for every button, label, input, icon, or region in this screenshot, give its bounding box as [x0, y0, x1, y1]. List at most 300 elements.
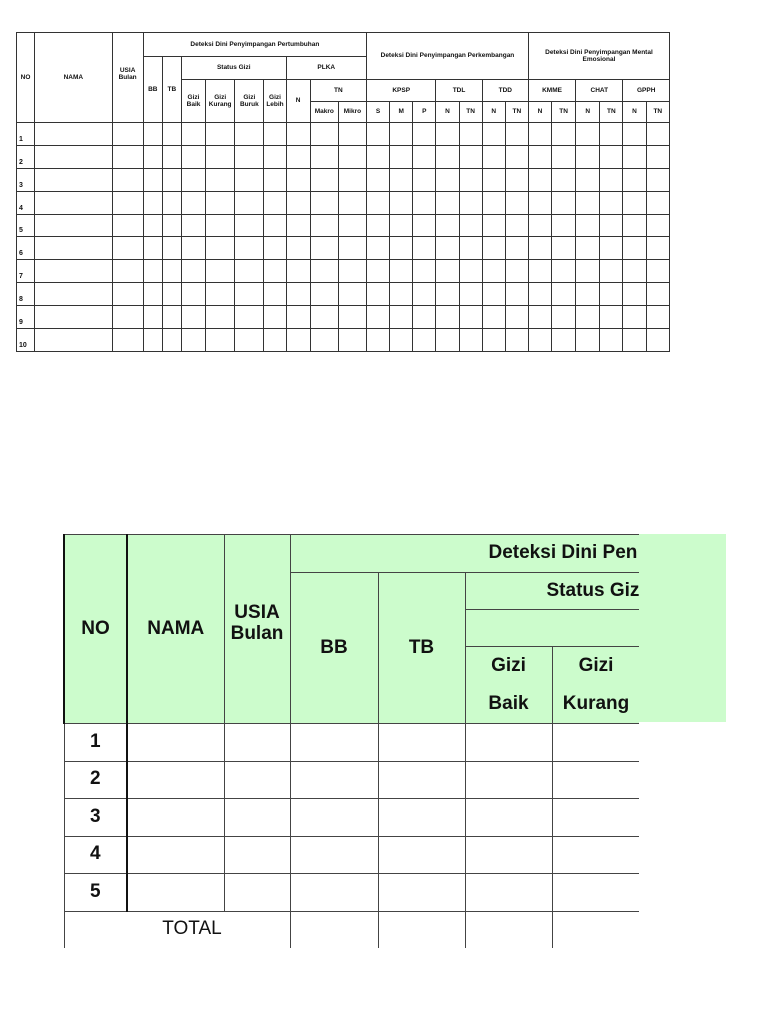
table-cell	[35, 123, 112, 146]
table-cell	[338, 283, 366, 306]
table-cell	[112, 214, 143, 237]
table-cell	[528, 191, 551, 214]
table-cell	[35, 283, 112, 306]
table-cell	[206, 145, 235, 168]
table-cell	[112, 306, 143, 329]
table-cell	[528, 329, 551, 352]
table-cell	[143, 168, 162, 191]
table-cell	[378, 874, 465, 912]
table-cell	[367, 283, 390, 306]
table-cell	[600, 145, 623, 168]
table-cell	[235, 237, 264, 260]
table-cell	[600, 260, 623, 283]
table-cell	[143, 306, 162, 329]
table-cell	[338, 191, 366, 214]
table-cell	[290, 836, 378, 874]
table-cell	[224, 836, 290, 874]
table-cell	[623, 237, 646, 260]
table-cell	[646, 306, 669, 329]
total-label: TOTAL	[64, 911, 290, 948]
table-cell	[552, 214, 576, 237]
table-cell	[390, 306, 413, 329]
table-cell	[112, 191, 143, 214]
table-cell	[623, 191, 646, 214]
table-cell	[459, 145, 482, 168]
table-cell	[290, 799, 378, 837]
table-cell	[436, 214, 459, 237]
table-cell	[552, 836, 639, 874]
table-cell	[623, 145, 646, 168]
table-cell	[552, 874, 639, 912]
table-cell	[338, 214, 366, 237]
table-cell	[576, 123, 600, 146]
table-cell	[127, 799, 224, 837]
table-cell	[143, 260, 162, 283]
table-row	[17, 191, 670, 214]
table-cell	[162, 306, 181, 329]
row-number: 5	[17, 214, 35, 237]
table-row	[17, 123, 670, 146]
table-cell	[206, 237, 235, 260]
header-nama: NAMA	[35, 33, 112, 123]
table-cell	[528, 306, 551, 329]
table-cell	[378, 911, 465, 948]
table-cell	[206, 191, 235, 214]
table-cell	[235, 145, 264, 168]
table-cell	[235, 168, 264, 191]
table-cell	[576, 329, 600, 352]
table-cell	[482, 123, 505, 146]
table-cell	[552, 283, 576, 306]
table-cell	[181, 283, 205, 306]
table-cell	[181, 168, 205, 191]
table-cell	[181, 191, 205, 214]
table-cell	[286, 283, 310, 306]
table-cell	[552, 799, 639, 837]
table-cell	[286, 145, 310, 168]
table-cell	[367, 237, 390, 260]
row-number: 8	[17, 283, 35, 306]
table-row	[17, 145, 670, 168]
header-tb: TB	[162, 57, 181, 123]
table-cell	[623, 260, 646, 283]
table-cell	[378, 799, 465, 837]
header-kpsp-m: M	[390, 102, 413, 123]
table-cell	[600, 214, 623, 237]
table-cell	[505, 306, 528, 329]
table-cell	[367, 214, 390, 237]
table-cell	[367, 329, 390, 352]
table-cell	[235, 306, 264, 329]
table-cell	[552, 168, 576, 191]
row-number: 5	[64, 874, 127, 912]
table-cell	[338, 260, 366, 283]
table-cell	[235, 191, 264, 214]
table-cell	[576, 260, 600, 283]
header-gizi-baik: Gizi Baik	[181, 80, 205, 123]
table-cell	[436, 123, 459, 146]
table-row	[17, 237, 670, 260]
table-cell	[600, 123, 623, 146]
table-cell	[552, 306, 576, 329]
table-cell	[162, 329, 181, 352]
table-cell	[482, 191, 505, 214]
table-cell	[224, 761, 290, 799]
table-cell	[235, 123, 264, 146]
header-gizi-buruk: Gizi Buruk	[235, 80, 264, 123]
header-tdl-n: N	[436, 102, 459, 123]
table-cell	[465, 836, 552, 874]
table-cell	[646, 168, 669, 191]
header-usia: USIA Bulan	[112, 33, 143, 123]
table-cell	[286, 260, 310, 283]
header-tdd-n: N	[482, 102, 505, 123]
zoom-header-status-gizi: Status Giz	[465, 573, 639, 610]
row-number: 2	[17, 145, 35, 168]
header-plka: PLKA	[286, 57, 366, 80]
table-cell	[310, 329, 338, 352]
table-cell	[459, 214, 482, 237]
row-number: 10	[17, 329, 35, 352]
table-cell	[646, 260, 669, 283]
row-number: 3	[17, 168, 35, 191]
table-cell	[465, 874, 552, 912]
table-cell	[390, 168, 413, 191]
table-cell	[528, 145, 551, 168]
table-cell	[310, 191, 338, 214]
table-cell	[264, 283, 286, 306]
table-cell	[112, 168, 143, 191]
table-cell	[623, 329, 646, 352]
table-cell	[290, 724, 378, 762]
table-cell	[459, 283, 482, 306]
table-cell	[112, 237, 143, 260]
table-cell	[465, 724, 552, 762]
table-cell	[112, 123, 143, 146]
table-cell	[528, 168, 551, 191]
table-cell	[465, 761, 552, 799]
table-cell	[646, 145, 669, 168]
table-cell	[576, 283, 600, 306]
table-row	[64, 799, 639, 837]
header-no: NO	[17, 33, 35, 123]
table-cell	[600, 283, 623, 306]
table-cell	[286, 306, 310, 329]
table-cell	[390, 283, 413, 306]
header-kmme-n: N	[528, 102, 551, 123]
table-cell	[35, 260, 112, 283]
zoomed-screening-table	[63, 534, 639, 948]
table-cell	[286, 168, 310, 191]
table-cell	[143, 283, 162, 306]
table-cell	[310, 214, 338, 237]
table-cell	[505, 329, 528, 352]
table-cell	[378, 836, 465, 874]
table-cell	[528, 123, 551, 146]
table-cell	[528, 214, 551, 237]
header-tdd-tn: TN	[505, 102, 528, 123]
header-kmme: KMME	[528, 80, 575, 102]
row-number: 4	[64, 836, 127, 874]
table-row	[64, 836, 639, 874]
header-tdd: TDD	[482, 80, 528, 102]
zoom-header-deteksi: Deteksi Dini Pen	[290, 535, 639, 573]
row-number: 3	[64, 799, 127, 837]
header-chat-n: N	[576, 102, 600, 123]
table-cell	[264, 123, 286, 146]
table-cell	[143, 237, 162, 260]
table-cell	[224, 799, 290, 837]
table-cell	[112, 283, 143, 306]
table-cell	[367, 306, 390, 329]
table-cell	[264, 306, 286, 329]
table-cell	[162, 123, 181, 146]
header-gizi-lebih: Gizi Lebih	[264, 80, 286, 123]
table-cell	[286, 237, 310, 260]
table-cell	[112, 145, 143, 168]
table-cell	[459, 168, 482, 191]
table-cell	[576, 145, 600, 168]
table-cell	[552, 329, 576, 352]
table-cell	[235, 260, 264, 283]
table-cell	[436, 168, 459, 191]
table-row	[64, 874, 639, 912]
table-cell	[264, 329, 286, 352]
table-cell	[35, 168, 112, 191]
table-cell	[143, 214, 162, 237]
table-cell	[143, 329, 162, 352]
zoom-header-nama: NAMA	[127, 535, 224, 724]
table-cell	[505, 237, 528, 260]
table-cell	[310, 145, 338, 168]
header-status-gizi: Status Gizi	[181, 57, 286, 80]
table-cell	[623, 214, 646, 237]
table-cell	[459, 260, 482, 283]
table-cell	[286, 191, 310, 214]
table-cell	[576, 168, 600, 191]
table-cell	[552, 145, 576, 168]
table-cell	[310, 168, 338, 191]
table-cell	[646, 283, 669, 306]
table-cell	[482, 237, 505, 260]
table-cell	[482, 329, 505, 352]
table-cell	[600, 237, 623, 260]
table-cell	[623, 306, 646, 329]
table-cell	[390, 329, 413, 352]
table-cell	[552, 260, 576, 283]
table-row	[17, 283, 670, 306]
table-cell	[206, 214, 235, 237]
row-number: 6	[17, 237, 35, 260]
table-cell	[127, 874, 224, 912]
table-cell	[465, 911, 552, 948]
table-cell	[576, 306, 600, 329]
table-cell	[482, 306, 505, 329]
table-cell	[35, 145, 112, 168]
table-cell	[338, 237, 366, 260]
zoom-gizi-baik-line1: Gizi	[491, 655, 526, 676]
table-cell	[505, 145, 528, 168]
table-cell	[35, 214, 112, 237]
table-cell	[290, 761, 378, 799]
row-number: 2	[64, 761, 127, 799]
table-cell	[162, 168, 181, 191]
table-cell	[552, 724, 639, 762]
table-cell	[413, 237, 436, 260]
table-cell	[552, 191, 576, 214]
zoom-gizi-kurang-line1: Gizi	[578, 655, 614, 676]
header-perkembangan: Deteksi Dini Penyimpangan Perkembangan	[367, 33, 529, 80]
table-cell	[505, 191, 528, 214]
table-cell	[367, 123, 390, 146]
table-cell	[413, 145, 436, 168]
table-cell	[482, 214, 505, 237]
zoom-header-usia	[224, 535, 290, 724]
row-number: 1	[64, 724, 127, 762]
header-bb: BB	[143, 57, 162, 123]
row-number: 9	[17, 306, 35, 329]
table-cell	[162, 145, 181, 168]
zoom-gizi-kurang-line2: Kurang	[562, 693, 630, 714]
row-number: 1	[17, 123, 35, 146]
zoom-header-tb: TB	[378, 573, 465, 724]
table-cell	[552, 237, 576, 260]
table-cell	[162, 260, 181, 283]
header-gizi-kurang: Gizi Kurang	[206, 80, 235, 123]
zoom-header-no: NO	[64, 535, 127, 724]
table-cell	[413, 191, 436, 214]
table-cell	[413, 214, 436, 237]
table-cell	[181, 214, 205, 237]
table-row	[17, 306, 670, 329]
table-cell	[35, 191, 112, 214]
header-gpph-n: N	[623, 102, 646, 123]
table-cell	[35, 237, 112, 260]
table-cell	[459, 123, 482, 146]
table-cell	[264, 168, 286, 191]
table-cell	[482, 168, 505, 191]
table-cell	[390, 145, 413, 168]
table-cell	[528, 237, 551, 260]
header-kpsp-p: P	[413, 102, 436, 123]
row-number: 7	[17, 260, 35, 283]
header-tdl: TDL	[436, 80, 482, 102]
header-kmme-tn: TN	[552, 102, 576, 123]
table-cell	[143, 145, 162, 168]
header-makro: Makro	[310, 102, 338, 123]
table-cell	[224, 874, 290, 912]
total-row	[64, 911, 639, 948]
table-cell	[600, 168, 623, 191]
table-cell	[436, 306, 459, 329]
zoom-header-gizi-baik	[465, 647, 552, 724]
table-cell	[181, 145, 205, 168]
table-cell	[390, 214, 413, 237]
table-cell	[646, 123, 669, 146]
table-cell	[181, 260, 205, 283]
table-cell	[646, 329, 669, 352]
table-cell	[310, 283, 338, 306]
table-cell	[310, 237, 338, 260]
table-cell	[367, 145, 390, 168]
table-cell	[264, 214, 286, 237]
table-cell	[413, 283, 436, 306]
table-row	[17, 260, 670, 283]
table-cell	[367, 260, 390, 283]
table-cell	[390, 191, 413, 214]
table-cell	[143, 191, 162, 214]
table-cell	[310, 306, 338, 329]
table-cell	[623, 168, 646, 191]
table-cell	[459, 329, 482, 352]
table-cell	[528, 283, 551, 306]
header-kpsp: KPSP	[367, 80, 436, 102]
table-cell	[162, 214, 181, 237]
row-number: 4	[17, 191, 35, 214]
table-cell	[436, 283, 459, 306]
table-cell	[367, 191, 390, 214]
table-cell	[378, 724, 465, 762]
table-cell	[552, 761, 639, 799]
table-row	[64, 761, 639, 799]
table-cell	[436, 237, 459, 260]
table-cell	[338, 329, 366, 352]
table-cell	[505, 283, 528, 306]
table-cell	[576, 237, 600, 260]
table-cell	[436, 329, 459, 352]
table-cell	[390, 237, 413, 260]
table-cell	[264, 191, 286, 214]
table-cell	[528, 260, 551, 283]
table-cell	[127, 724, 224, 762]
table-cell	[505, 123, 528, 146]
zoom-header-blank	[465, 610, 639, 647]
table-cell	[646, 237, 669, 260]
table-cell	[600, 329, 623, 352]
header-pertumbuhan: Deteksi Dini Penyimpangan Pertumbuhan	[143, 33, 366, 57]
table-cell	[181, 123, 205, 146]
header-mental-emosional: Deteksi Dini Penyimpangan Mental Emosional	[528, 33, 669, 80]
header-plka-n: N	[286, 80, 310, 123]
table-cell	[623, 283, 646, 306]
header-gpph: GPPH	[623, 80, 670, 102]
table-cell	[143, 123, 162, 146]
table-row	[64, 724, 639, 762]
table-cell	[35, 329, 112, 352]
zoom-usia-line1: USIA	[234, 602, 280, 623]
table-cell	[206, 260, 235, 283]
table-cell	[505, 168, 528, 191]
table-cell	[290, 911, 378, 948]
header-chat-tn: TN	[600, 102, 623, 123]
table-cell	[436, 260, 459, 283]
table-cell	[206, 306, 235, 329]
table-cell	[264, 145, 286, 168]
table-cell	[600, 306, 623, 329]
zoom-usia-line2: Bulan	[230, 622, 284, 644]
table-cell	[646, 214, 669, 237]
table-cell	[35, 306, 112, 329]
table-cell	[378, 761, 465, 799]
table-cell	[413, 260, 436, 283]
header-gpph-tn: TN	[646, 102, 669, 123]
table-cell	[206, 329, 235, 352]
table-row	[17, 214, 670, 237]
table-cell	[181, 329, 205, 352]
table-cell	[310, 123, 338, 146]
table-cell	[162, 237, 181, 260]
table-cell	[459, 237, 482, 260]
